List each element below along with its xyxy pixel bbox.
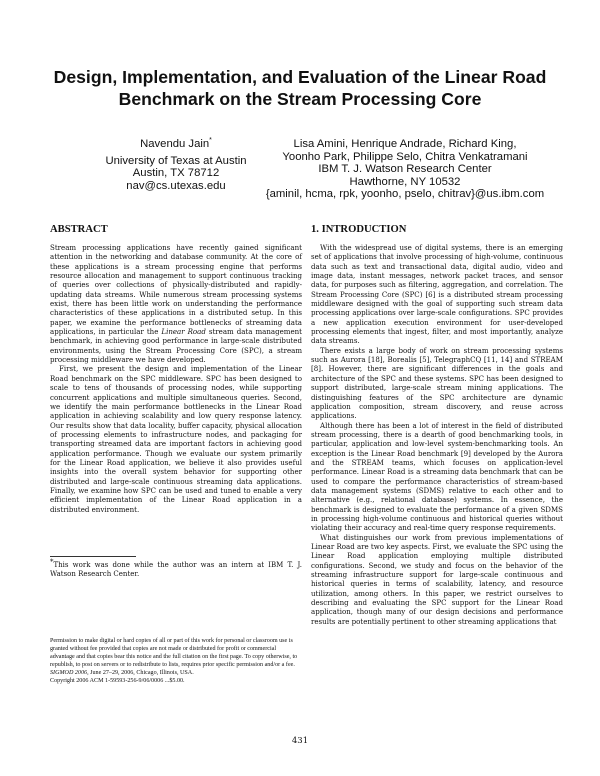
author-affiliation: IBM T. J. Watson Research Center bbox=[318, 163, 492, 176]
permission-text: Permission to make digital or hard copies of all or part of this work for personal or classroom use is granted without fee provided that copies are not made or distributed for profit or commercial advantage and that copies bear this notice and the full citation on the first page. To copy otherwise, to republish, to post on servers or to redistribute to lists, requires prior specific permission and/or a fee. bbox=[50, 638, 298, 669]
abstract-p1-emphasis: Linear Road bbox=[161, 327, 206, 337]
title-line-2: Benchmark on the Stream Processing Core bbox=[118, 89, 482, 109]
title-line-1: Design, Implementation, and Evaluation of the Linear Road bbox=[53, 67, 547, 87]
author-email: {aminil, hcma, rpk, yoonho, pselo, chitrav}@us.ibm.com bbox=[265, 188, 545, 201]
author-block-2 bbox=[225, 138, 585, 201]
footnote-rule bbox=[50, 556, 136, 557]
author-affiliation: University of Texas at Austin bbox=[105, 154, 247, 167]
venue-name: SIGMOD 2006, bbox=[50, 670, 89, 677]
author-address: Hawthorne, NY 10532 bbox=[349, 175, 461, 188]
intro-paragraph-3: Although there has been a lot of interest in the field of distributed stream processing, there is a dearth of good benchmarking tools, in particular, application and low-level system-benchmarking tools. An exception is the Linear Road benchmark [9] developed by the Aurora and the STREAM teams, which focuses on application-level performance. Linear Road is a streaming data benchmark that can be used to compare the performance characteristics of stream-based data management systems (SDMS) relative to each other and to alternative (e.g., relational database) systems. In essence, the benchmark is designed to evaluate the performance of a given SDMS in processing high-volume continuous and historical queries without violating their accuracy and real-time query response requirements. bbox=[311, 420, 563, 533]
author-name-text: Navendu Jain bbox=[140, 138, 210, 150]
venue-details: June 27–29, 2006, Chicago, Illinois, USA. bbox=[90, 670, 194, 677]
intro-paragraph-2: There exists a large body of work on stream processing systems such as Aurora [18], Borealis [5], TelegraphCQ [11, 14] and STREAM [8]. However, there are significant differences in the goals and architecture of the SPC and these systems. SPC has been designed to support distributed, large-scale stream mining applications. The distinguishing features of the SPC architecture are dynamic application composition, stream discovery, and reuse across applications. bbox=[311, 345, 563, 421]
author-names-line-1: Lisa Amini, Henrique Andrade, Richard King, bbox=[293, 138, 517, 150]
author-footnote-mark: * bbox=[209, 137, 212, 144]
introduction-heading: 1. INTRODUCTION bbox=[311, 224, 407, 235]
author-names-line-2: Yoonho Park, Philippe Selo, Chitra Venkatramani bbox=[282, 150, 528, 163]
footnote-text: This work was done while the author was an intern at IBM T. J. Watson Research Center. bbox=[50, 561, 302, 578]
right-column bbox=[311, 224, 563, 626]
abstract-p1-text-a: Stream processing applications have recently gained significant attention in the networking and database community. At the core of these applications is a stream processing engine that performs resource allocation and management to support continuous tracking of queries over collections of physically-distributed and rapidly-updating data streams. While numerous stream processing systems exist, there has been little work on understanding the performance characteristics of these applications in a distributed setup. In this paper, we examine the performance bottlenecks of streaming data applications, in particular the bbox=[50, 243, 302, 337]
left-column bbox=[50, 224, 302, 514]
author-email: nav@cs.utexas.edu bbox=[126, 179, 226, 192]
author-address: Austin, TX 78712 bbox=[132, 167, 220, 180]
intro-paragraph-4: What distinguishes our work from previous implementations of Linear Road are two key aspects. First, we evaluate the SPC using the Linear Road application employing multiple distributed configurations. Second, we study and focus on the behavior of the streaming infrastructure support for large-scale continuous and historical queries in terms of scalability, latency, and resource utilization, among others. In this paper, we restrict ourselves to describing and evaluating the SPC support for the Linear Road application, though many of our design decisions and performance results are potentially pertinent to other streaming applications that bbox=[311, 532, 564, 626]
venue-line bbox=[50, 669, 302, 677]
paper-title bbox=[0, 66, 600, 110]
copyright-line: Copyright 2006 ACM 1-59593-256-9/06/0006 ...$5.00. bbox=[50, 678, 185, 685]
abstract-paragraph-2: First, we present the design and implementation of the Linear Road benchmark on the SPC middleware. SPC has been designed to scale to tens of thousands of processing nodes, while supporting concurrent applications and multiple simultaneous queries. Second, we identify the main performance bottlenecks in the Linear Road application in achieving scalability and low query response latency. Our results show that data locality, buffer capacity, physical allocation of processing elements to infrastructure nodes, and packaging for transporting streamed data are important factors in achieving good application performance. Though we evaluate our system primarily for the Linear Road application, we believe it also provides useful insights into the overall system behavior for supporting other distributed and large-scale continuous streaming data applications. Finally, we examine how SPC can be used and tuned to enable a very efficient implementation of the Linear Road application in a distributed environment. bbox=[50, 364, 302, 514]
intro-paragraph-1: With the widespread use of digital systems, there is an emerging set of applications that involve processing of high-volume, continuous data such as text and transactional data, digital audio, video and image data, instant messages, network packet traces, and sensor data, for purposes such as filtering, aggregation, and correlation. The Stream Processing Core (SPC) [6] is a distributed stream processing middleware designed with the goal of supporting such stream data processing applications over large-scale configurations. SPC provides a new application execution environment for user-developed processing elements that ingest, filter, and most importantly, analyze data streams. bbox=[311, 243, 563, 346]
footnote-mark: * bbox=[50, 558, 54, 566]
permission-notice bbox=[50, 637, 302, 686]
page-number: 431 bbox=[291, 736, 309, 746]
abstract-paragraph-1 bbox=[50, 243, 302, 364]
abstract-heading: ABSTRACT bbox=[50, 224, 108, 235]
abstract-p1-text-b: stream data management benchmark, in achieving good performance in large-scale distributed environments, using the Stream Processing Core (SPC), a stream processing middleware we have developed. bbox=[50, 327, 302, 365]
footnote bbox=[50, 558, 302, 579]
